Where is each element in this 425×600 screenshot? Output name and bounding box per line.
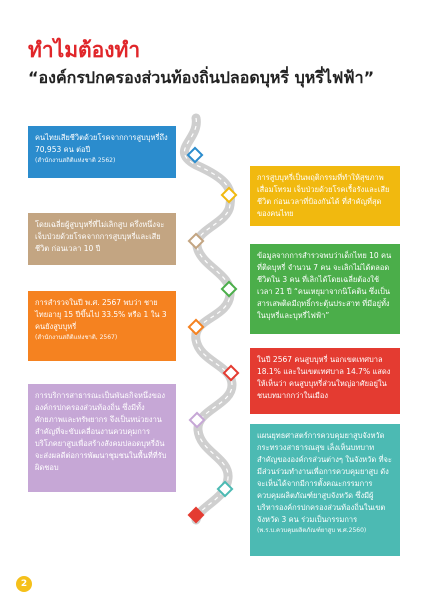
info-box-2-text: การสูบบุหรี่เป็นพฤติกรรมที่ทำให้สุขภาพเสื่อมโทรม เจ็บป่วยด้วยโรคเรื้อรังและเสียชีวิต ก่อนเวลาที่ป้องกันได้ ที่สำคัญที่สุดของคนไทย: [257, 173, 390, 218]
info-box-7: [28, 384, 176, 492]
info-box-3: [28, 213, 176, 265]
page-title: ทำไมต้องทำ: [28, 38, 141, 62]
info-box-4: [250, 244, 400, 334]
info-box-5: [28, 291, 176, 361]
info-box-6-text: ในปี 2567 คนสูบบุหรี่ นอกเขตเทศบาล 18.1% และในเขตเทศบาล 14.7% แสดงให้เห็นว่า คนสูบบุหรี่ส่วนใหญ่อาศัยอยู่ในชนบทมากกว่าในเมือง: [257, 355, 391, 400]
info-box-8: [250, 424, 400, 556]
info-box-1-text: คนไทยเสียชีวิตด้วยโรคจากการสูบบุหรี่ถึง 70,953 คน ต่อปี: [35, 133, 168, 154]
info-box-2: [250, 166, 400, 226]
info-box-4-text: ข้อมูลจากการสำรวจพบว่าเด็กไทย 10 คนที่ติดบุหรี่ จำนวน 7 คน จะเลิกไม่ได้ตลอดชีวิตใน 3 คน ที่เลิกได้โดยเฉลี่ยต้องใช้เวลา 21 ปี “คนเหยุมาจากนิโคติน ซึ่งเป็นสารเสพติดมีฤทธิ์กระตุ้นประสาท ที่มีอยู่ทั้งในบุหรี่และบุหรี่ไฟฟ้า”: [257, 251, 392, 320]
info-box-5-text: การสำรวจในปี พ.ศ. 2567 พบว่า ชายไทยอายุ 15 ปีขึ้นไป 33.5% หรือ 1 ใน 3 คนยังสูบบุหรี่: [35, 298, 167, 331]
page-number: 2: [16, 576, 32, 592]
info-box-8-source: (พ.ร.บ.ควบคุมผลิตภัณฑ์ยาสูบ พ.ศ.2560): [257, 527, 367, 534]
info-box-1-source: (สำนักงานสถิติแห่งชาติ 2562): [35, 157, 116, 164]
info-box-7-text: การบริการสาธารณะเป็นพันธกิจหนึ่งขององค์กรปกครองส่วนท้องถิ่น ซึ่งมีทั้งศักยภาพและทรัพยากร จึงเป็นหน่วยงานสำคัญที่จะขับเคลื่อนงานควบคุมการบริโภคยาสูบเพื่อสร้างสังคมปลอดบุหรี่อันจะส่งผลดีต่อการพัฒนาชุมชนในพื้นที่ที่รับผิดชอบ: [35, 391, 167, 472]
info-box-8-text: แผนยุทธศาสตร์การควบคุมยาสูบจังหวัด กระทรวงสาธารณสุข เล็งเห็นบทบาทสำคัญขององค์กรส่วนต่างๆ ในจังหวัด ที่จะมีส่วนร่วมทำงานเพื่อการควบคุมยาสูบ ดังจะเห็นได้จากมีการตั้งคณะกรรมการควบคุมผลิตภัณฑ์ยาสูบจังหวัด ซึ่งมีผู้บริหารองค์กรปกครองส่วนท้องถิ่นในเขตจังหวัด 3 คน ร่วมเป็นกรรมการ: [257, 431, 392, 524]
info-box-6: [250, 348, 400, 414]
info-box-3-text: โดยเฉลี่ยผู้สูบบุหรี่ที่ไม่เลิกสูบ ครึ่งหนึ่งจะเจ็บป่วยด้วยโรคจากการสูบบุหรี่และเสียชีวิต ก่อนเวลา 10 ปี: [35, 220, 165, 253]
info-box-5-source: (สำนักงานสถิติแห่งชาติ, 2567): [35, 334, 118, 341]
page-subtitle: “องค์กรปกครองส่วนท้องถิ่นปลอดบุหรี่ บุหรี่ไฟฟ้า”: [28, 68, 375, 87]
info-box-1: [28, 126, 176, 178]
